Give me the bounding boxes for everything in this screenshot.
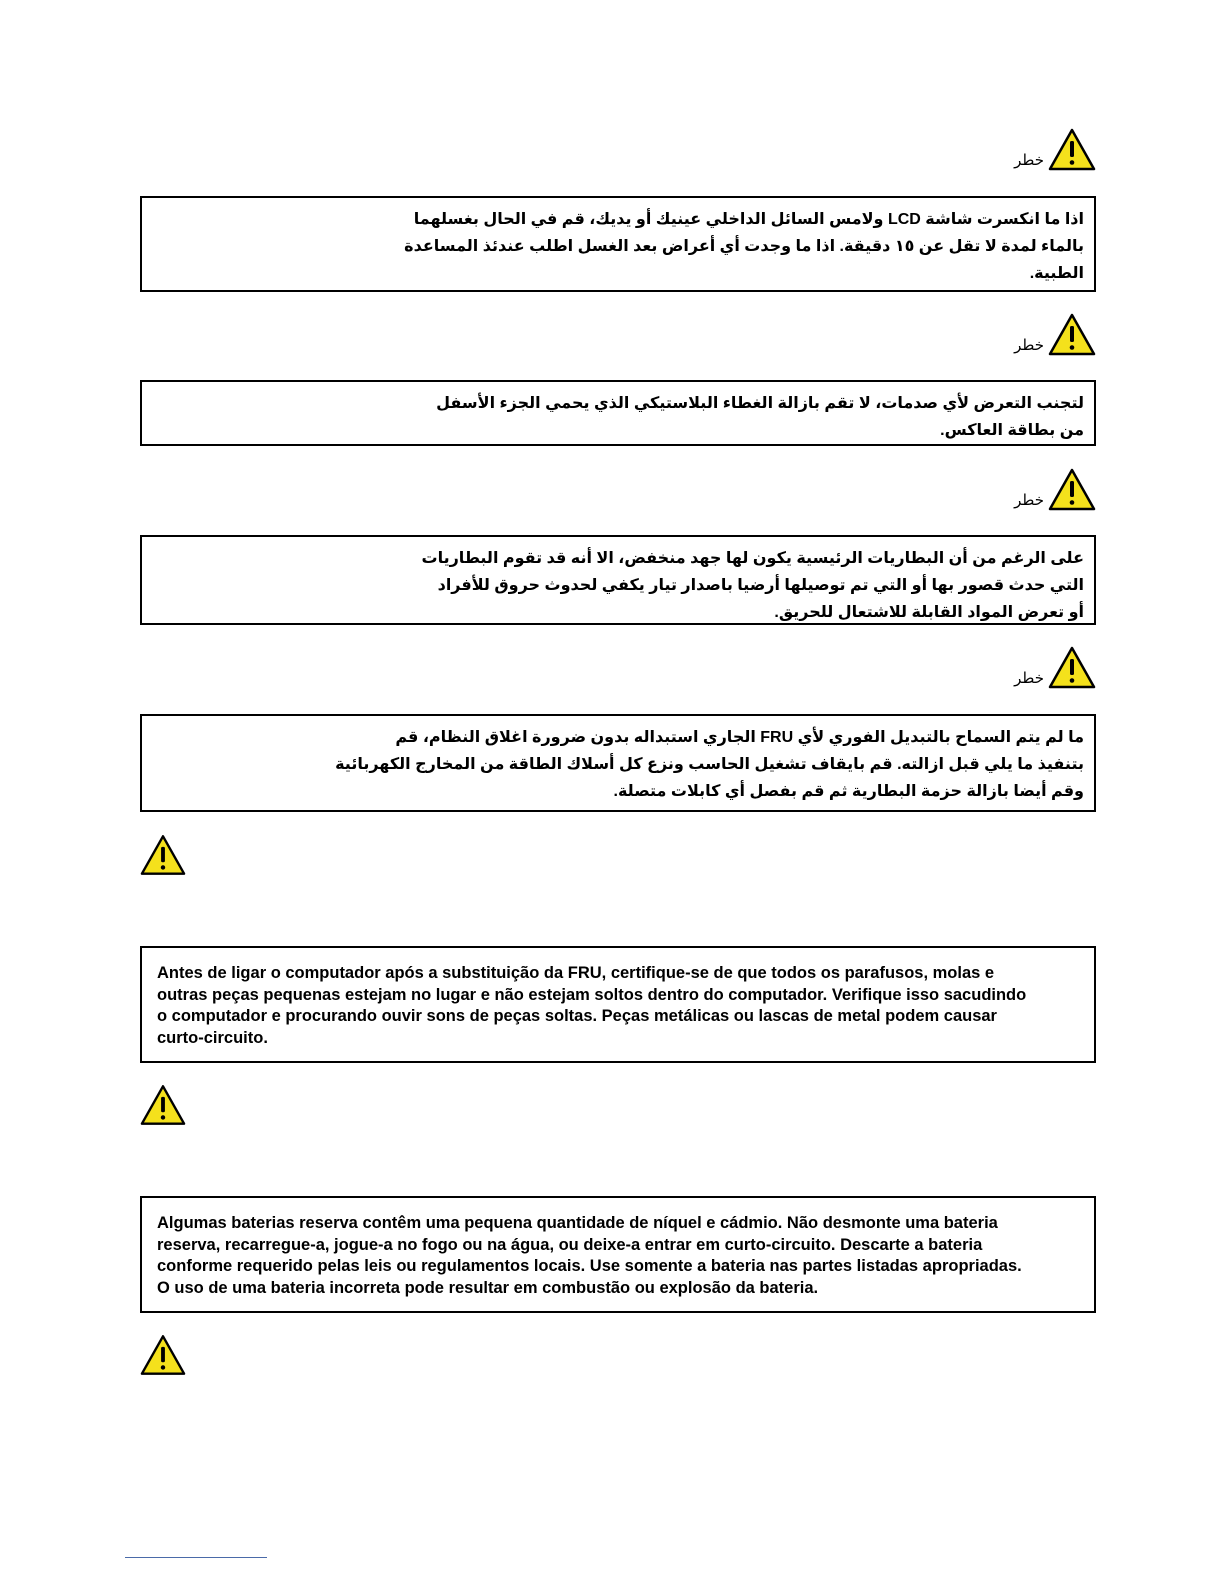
- notice-line: وقم أيضا بازالة حزمة البطارية ثم قم بفصل أي كابلات متصلة.: [613, 783, 1084, 800]
- danger-notice-box: [140, 535, 1096, 625]
- danger-notice-box: [140, 380, 1096, 446]
- warning-triangle-icon: [140, 834, 186, 881]
- notice-line: على الرغم من أن البطاريات الرئيسية يكون لها جهد منخفض، الا أنه قد تقوم البطاريات: [421, 550, 1084, 567]
- warning-triangle-icon: [1048, 128, 1096, 171]
- notice-line: لتجنب التعرض لأي صدمات، لا تقم بازالة الغطاء البلاستيكي الذي يحمي الجزء الأسفل: [436, 395, 1084, 412]
- notice-line: اذا ما انكسرت شاشة LCD ولامس السائل الداخلي عينيك أو يديك، قم في الحال بغسلهما: [413, 211, 1084, 228]
- danger-notice-box: [140, 196, 1096, 292]
- warning-triangle-icon: [140, 1084, 186, 1131]
- notice-line: من بطاقة العاكس.: [940, 422, 1084, 439]
- notice-line: conforme requerido pelas leis ou regulamentos locais. Use somente a bateria nas partes listadas apropriadas.: [157, 1257, 1022, 1275]
- warning-triangle-icon: [140, 1334, 186, 1381]
- warning-triangle-icon: [1048, 646, 1096, 689]
- warning-triangle-icon: [1048, 313, 1096, 356]
- notice-line: Algumas baterias reserva contêm uma pequena quantidade de níquel e cádmio. Não desmonte uma bateria: [157, 1214, 998, 1232]
- notice-line: outras peças pequenas estejam no lugar e não estejam soltos dentro do computador. Verifique isso sacudindo: [157, 985, 1027, 1004]
- notice-line: بتنفيذ ما يلي قبل ازالته. قم بايقاف تشغيل الحاسب ونزع كل أسلاك الطاقة من المخارج الكهربائية: [335, 756, 1084, 773]
- notice-line: curto-circuito.: [157, 1028, 268, 1047]
- notice-line: أو تعرض المواد القابلة للاشتعال للحريق.: [774, 604, 1084, 621]
- danger-label-row: [140, 468, 1096, 511]
- danger-label-row: [140, 128, 1096, 171]
- danger-label: خطر: [1014, 337, 1044, 354]
- danger-label: خطر: [1014, 152, 1044, 169]
- notice-line: Antes de ligar o computador após a substituição da FRU, certifique-se de que todos os parafusos, molas e: [157, 964, 995, 982]
- notice-line: O uso de uma bateria incorreta pode resultar em combustão ou explosão da bateria.: [157, 1278, 819, 1297]
- danger-label: خطر: [1014, 492, 1044, 509]
- danger-label-row: [140, 646, 1096, 689]
- danger-label: خطر: [1014, 670, 1044, 687]
- notice-line: ما لم يتم السماح بالتبديل الفوري لأي FRU الجاري استبداله بدون ضرورة اغلاق النظام، قم: [395, 729, 1084, 746]
- warning-triangle-icon: [1048, 468, 1096, 511]
- caution-notice-box: [140, 946, 1096, 1063]
- notice-line: o computador e procurando ouvir sons de peças soltas. Peças metálicas ou lascas de metal podem causar: [157, 1007, 997, 1025]
- notice-line: بالماء لمدة لا تقل عن ١٥ دقيقة. اذا ما وجدت أي أعراض بعد الغسل اطلب عندئذ المساعدة: [404, 238, 1084, 255]
- footnote-divider: [125, 1557, 267, 1558]
- notice-line: التي حدث قصور بها أو التي تم توصيلها أرضيا باصدار تيار يكفي لحدوث حروق للأفراد: [437, 577, 1084, 594]
- caution-notice-box: [140, 1196, 1096, 1313]
- danger-notice-box: [140, 714, 1096, 812]
- notice-line: reserva, recarregue-a, jogue-a no fogo ou na água, ou deixe-a entrar em curto-circuito. Descarte a bateria: [157, 1235, 983, 1254]
- notice-line: الطبية.: [1029, 265, 1084, 282]
- danger-label-row: [140, 313, 1096, 356]
